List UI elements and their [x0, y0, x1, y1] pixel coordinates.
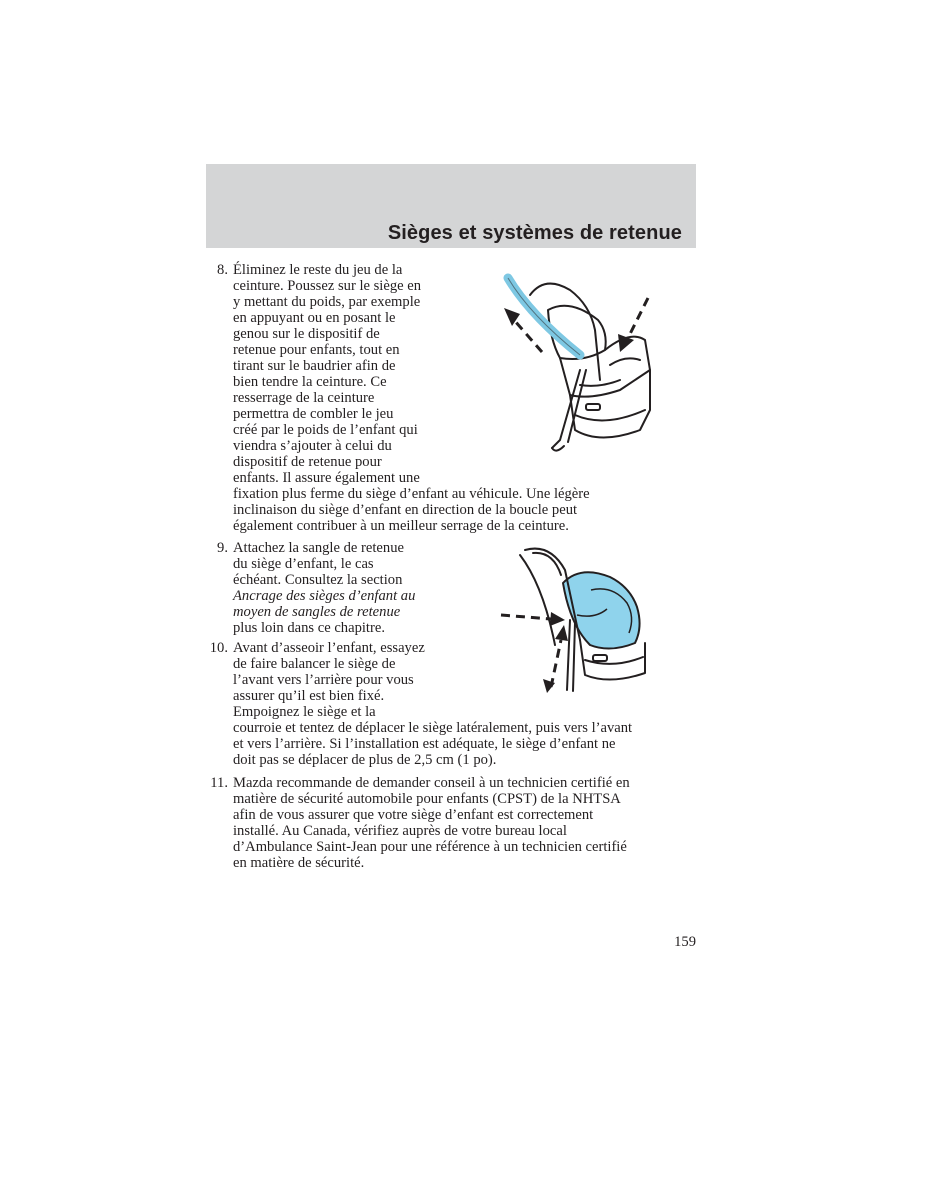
vehicle-seat-back-inner: [533, 553, 561, 575]
text-line: échéant. Consultez la section: [233, 572, 403, 588]
seat-back-outline: [530, 284, 600, 380]
lateral-arrow-line: [501, 615, 551, 619]
text-line: genou sur le dispositif de: [233, 326, 380, 342]
pull-arrow-line: [514, 320, 542, 352]
seat-padding-line: [610, 358, 640, 365]
text-line: assurer qu’il est bien fixé.: [233, 688, 385, 704]
text-line: doit pas se déplacer de plus de 2,5 cm (1 po).: [233, 752, 497, 768]
seat-stability-illustration: [495, 545, 665, 695]
seat-frame-leg: [567, 620, 570, 690]
seat-buckle: [586, 404, 600, 410]
step-number: 11.: [210, 775, 228, 791]
vertical-arrow-line: [551, 640, 561, 687]
text-line: y mettant du poids, par exemple: [233, 294, 421, 310]
seat-base-seam: [575, 410, 645, 420]
text-line: courroie et tentez de déplacer le siège latéralement, puis vers l’avant: [233, 720, 633, 736]
text-line: de faire balancer le siège de: [233, 656, 396, 672]
text-line: matière de sécurité automobile pour enfants (CPST) de la NHTSA: [233, 791, 621, 807]
push-arrow-line: [628, 298, 648, 338]
text-line: enfants. Il assure également une: [233, 470, 420, 486]
text-line: Éliminez le reste du jeu de la: [233, 262, 403, 278]
section-reference: Ancrage des sièges d’enfant au: [233, 588, 416, 604]
text-line: viendra s’ajouter à celui du: [233, 438, 392, 454]
text-line: créé par le poids de l’enfant qui: [233, 422, 418, 438]
lateral-arrow-head: [550, 612, 565, 626]
text-line: en matière de sécurité.: [233, 855, 365, 871]
text-line: Empoignez le siège et la: [233, 704, 376, 720]
text-line: tirant sur le baudrier afin de: [233, 358, 396, 374]
chapter-title: Sièges et systèmes de retenue: [387, 222, 682, 244]
page-number: 159: [674, 934, 696, 950]
text-line: du siège d’enfant, le cas: [233, 556, 374, 572]
text-line: installé. Au Canada, vérifiez auprès de votre bureau local: [233, 823, 567, 839]
text-line: l’avant vers l’arrière pour vous: [233, 672, 414, 688]
step-number: 9.: [217, 540, 228, 556]
text-line: bien tendre la ceinture. Ce: [233, 374, 387, 390]
text-line: Avant d’asseoir l’enfant, essayez: [233, 640, 425, 656]
text-line: d’Ambulance Saint-Jean pour une référence à un technicien certifié: [233, 839, 627, 855]
step-number: 8.: [217, 262, 228, 278]
seat-frame-leg: [573, 623, 575, 691]
text-line: ceinture. Poussez sur le siège en: [233, 278, 422, 294]
seat-base-outline: [570, 370, 650, 438]
belt-tightening-illustration: [490, 270, 670, 460]
seat-belt-line: [520, 555, 555, 645]
text-line: resserrage de la ceinture: [233, 390, 375, 406]
text-line: également contribuer à un meilleur serrage de la ceinture.: [233, 518, 569, 534]
text-line: Mazda recommande de demander conseil à un technicien certifié en: [233, 775, 630, 791]
vertical-arrow-head-up: [555, 625, 568, 641]
text-line: afin de vous assurer que votre siège d’enfant est correctement: [233, 807, 594, 823]
text-line: fixation plus ferme du siège d’enfant au véhicule. Une légère: [233, 486, 590, 502]
text-line: dispositif de retenue pour: [233, 454, 382, 470]
text-line: en appuyant ou en posant le: [233, 310, 396, 326]
text-line: inclinaison du siège d’enfant en direction de la boucle peut: [233, 502, 578, 518]
text-line: permettra de combler le jeu: [233, 406, 394, 422]
section-reference: moyen de sangles de retenue: [233, 604, 401, 620]
text-line: Attachez la sangle de retenue: [233, 540, 404, 556]
vehicle-seat-buckle: [593, 655, 607, 661]
text-line: et vers l’arrière. Si l’installation est adéquate, le siège d’enfant ne: [233, 736, 616, 752]
text-line: retenue pour enfants, tout en: [233, 342, 400, 358]
text-line: plus loin dans ce chapitre.: [233, 620, 385, 636]
step-number: 10.: [209, 640, 228, 656]
